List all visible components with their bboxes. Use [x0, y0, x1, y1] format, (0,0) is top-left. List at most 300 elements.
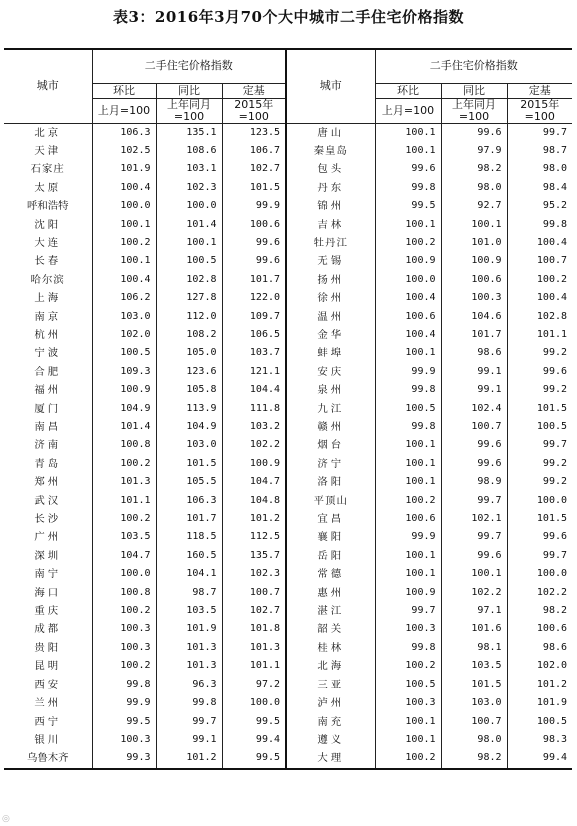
value-mom-left: 104.7	[92, 547, 156, 565]
city-header-right: 城市	[286, 49, 375, 123]
value-fixed-base-left: 99.5	[222, 713, 286, 731]
value-fixed-base-right: 99.7	[507, 436, 572, 454]
value-fixed-base-left: 122.0	[222, 289, 286, 307]
city-name-left: 兰州	[34, 697, 62, 710]
value-yoy-right: 101.7	[441, 326, 507, 344]
city-name-right: 平顶山	[286, 492, 375, 510]
table-row	[4, 308, 572, 326]
city-name-left: 南宁	[34, 568, 62, 581]
value-yoy-left: 104.9	[156, 418, 222, 436]
value-yoy-right: 98.1	[441, 639, 507, 657]
city-name-left: 杭州	[34, 328, 62, 341]
city-name-right: 襄阳	[286, 528, 375, 546]
city-name-left: 郑州	[34, 476, 62, 489]
city-name-right: 湛江	[286, 602, 375, 620]
city-name-right: 徐州	[286, 289, 375, 307]
table-row	[4, 418, 572, 436]
value-mom-left: 104.9	[92, 400, 156, 418]
value-fixed-base-right: 95.2	[507, 197, 572, 215]
city-name-right: 桂林	[286, 639, 375, 657]
city-name-left: 厦门	[34, 402, 62, 415]
value-yoy-left: 99.7	[156, 713, 222, 731]
value-mom-left: 100.3	[92, 731, 156, 749]
city-name-left: 广州	[34, 531, 62, 544]
value-mom-right: 100.1	[375, 344, 441, 362]
value-yoy-left: 123.6	[156, 363, 222, 381]
value-yoy-right: 100.6	[441, 271, 507, 289]
value-yoy-right: 102.4	[441, 400, 507, 418]
city-name-left: 福州	[34, 384, 62, 397]
city-name-right: 三亚	[286, 676, 375, 694]
city-name-left: 合肥	[34, 365, 62, 378]
value-mom-left: 101.9	[92, 160, 156, 178]
city-name-left: 沈阳	[34, 218, 62, 231]
city-name-left: 天津	[34, 144, 62, 157]
value-mom-left: 99.3	[92, 749, 156, 768]
table-row	[4, 602, 572, 620]
value-fixed-base-right: 99.8	[507, 216, 572, 234]
city-name-right: 宜昌	[286, 510, 375, 528]
value-yoy-right: 99.6	[441, 436, 507, 454]
table-row	[4, 528, 572, 546]
value-yoy-left: 103.5	[156, 602, 222, 620]
value-fixed-base-left: 102.7	[222, 602, 286, 620]
value-fixed-base-right: 99.6	[507, 528, 572, 546]
value-fixed-base-right: 99.6	[507, 363, 572, 381]
value-fixed-base-left: 135.7	[222, 547, 286, 565]
value-yoy-right: 103.0	[441, 694, 507, 712]
table-row	[4, 326, 572, 344]
city-name-right: 韶关	[286, 620, 375, 638]
city-name-left: 西宁	[34, 715, 62, 728]
value-mom-right: 100.6	[375, 308, 441, 326]
value-fixed-base-right: 100.2	[507, 271, 572, 289]
table-row	[4, 271, 572, 289]
value-mom-left: 100.0	[92, 565, 156, 583]
value-fixed-base-left: 106.5	[222, 326, 286, 344]
value-yoy-right: 101.6	[441, 620, 507, 638]
value-yoy-left: 135.1	[156, 123, 222, 142]
value-fixed-base-right: 99.2	[507, 455, 572, 473]
city-name-left: 昆明	[34, 660, 62, 673]
table-row	[4, 234, 572, 252]
col-fixed-base-header-left: 定基	[222, 83, 286, 98]
value-yoy-left: 104.1	[156, 565, 222, 583]
value-fixed-base-left: 102.2	[222, 436, 286, 454]
city-name-left: 长沙	[34, 513, 62, 526]
col-mom-header-right: 环比	[375, 83, 441, 98]
value-mom-left: 101.4	[92, 418, 156, 436]
value-fixed-base-left: 104.4	[222, 381, 286, 399]
value-yoy-right: 99.1	[441, 363, 507, 381]
value-yoy-left: 103.1	[156, 160, 222, 178]
value-fixed-base-left: 109.7	[222, 308, 286, 326]
value-fixed-base-right: 99.4	[507, 749, 572, 768]
value-mom-right: 100.1	[375, 713, 441, 731]
value-mom-left: 100.2	[92, 510, 156, 528]
value-yoy-left: 118.5	[156, 528, 222, 546]
value-yoy-left: 112.0	[156, 308, 222, 326]
base-yoy-right: 上年同月=100	[441, 98, 507, 123]
value-mom-left: 103.5	[92, 528, 156, 546]
index-group-header-left: 二手住宅价格指数	[92, 49, 286, 83]
value-yoy-left: 103.0	[156, 436, 222, 454]
base-mom-left: 上月=100	[92, 98, 156, 123]
value-fixed-base-right: 101.1	[507, 326, 572, 344]
value-mom-left: 100.4	[92, 179, 156, 197]
value-mom-right: 99.8	[375, 639, 441, 657]
value-fixed-base-left: 106.7	[222, 142, 286, 160]
value-fixed-base-left: 101.3	[222, 639, 286, 657]
value-mom-left: 101.1	[92, 492, 156, 510]
table-row	[4, 142, 572, 160]
table-row	[4, 547, 572, 565]
value-yoy-left: 101.9	[156, 620, 222, 638]
value-mom-right: 99.6	[375, 160, 441, 178]
value-fixed-base-right: 102.8	[507, 308, 572, 326]
city-name-left: 西安	[34, 678, 62, 691]
value-mom-right: 100.9	[375, 584, 441, 602]
value-mom-left: 100.1	[92, 216, 156, 234]
value-fixed-base-left: 104.7	[222, 473, 286, 491]
value-yoy-right: 98.9	[441, 473, 507, 491]
city-name-left: 哈尔滨	[30, 273, 65, 286]
value-yoy-left: 105.8	[156, 381, 222, 399]
value-mom-left: 109.3	[92, 363, 156, 381]
value-yoy-right: 99.6	[441, 123, 507, 142]
value-yoy-right: 92.7	[441, 197, 507, 215]
value-fixed-base-left: 101.7	[222, 271, 286, 289]
value-yoy-right: 102.1	[441, 510, 507, 528]
value-mom-right: 100.1	[375, 473, 441, 491]
value-fixed-base-left: 103.2	[222, 418, 286, 436]
housing-price-index-table	[4, 48, 572, 770]
city-name-right: 金华	[286, 326, 375, 344]
city-name-left: 呼和浩特	[26, 200, 69, 213]
value-yoy-left: 101.2	[156, 749, 222, 768]
city-name-right: 扬州	[286, 271, 375, 289]
value-fixed-base-left: 100.9	[222, 455, 286, 473]
value-fixed-base-left: 111.8	[222, 400, 286, 418]
city-name-right: 烟台	[286, 436, 375, 454]
table-row	[4, 455, 572, 473]
value-mom-right: 100.3	[375, 694, 441, 712]
city-name-right: 北海	[286, 657, 375, 675]
value-yoy-right: 98.0	[441, 179, 507, 197]
value-fixed-base-right: 100.5	[507, 418, 572, 436]
city-name-right: 惠州	[286, 584, 375, 602]
table-row	[4, 436, 572, 454]
city-name-left: 太原	[34, 181, 62, 194]
value-yoy-right: 100.9	[441, 252, 507, 270]
city-name-left: 武汉	[34, 494, 62, 507]
value-yoy-right: 99.6	[441, 547, 507, 565]
city-name-left: 乌鲁木齐	[4, 749, 92, 768]
value-yoy-left: 102.8	[156, 271, 222, 289]
value-mom-left: 100.8	[92, 436, 156, 454]
table-row	[4, 694, 572, 712]
value-fixed-base-left: 99.6	[222, 234, 286, 252]
city-name-left: 成都	[34, 623, 62, 636]
value-fixed-base-left: 102.7	[222, 160, 286, 178]
value-fixed-base-right: 98.2	[507, 602, 572, 620]
table-row	[4, 381, 572, 399]
value-mom-left: 99.9	[92, 694, 156, 712]
value-yoy-left: 102.3	[156, 179, 222, 197]
value-mom-right: 100.9	[375, 252, 441, 270]
city-name-right: 温州	[286, 308, 375, 326]
table-row	[4, 657, 572, 675]
value-fixed-base-right: 100.4	[507, 289, 572, 307]
value-mom-left: 103.0	[92, 308, 156, 326]
value-mom-right: 99.8	[375, 418, 441, 436]
value-yoy-right: 101.0	[441, 234, 507, 252]
value-fixed-base-right: 101.2	[507, 676, 572, 694]
value-mom-left: 100.4	[92, 271, 156, 289]
value-yoy-right: 99.6	[441, 455, 507, 473]
value-fixed-base-right: 98.0	[507, 160, 572, 178]
value-yoy-left: 105.5	[156, 473, 222, 491]
city-name-right: 大理	[286, 749, 375, 768]
value-fixed-base-right: 98.7	[507, 142, 572, 160]
value-yoy-left: 106.3	[156, 492, 222, 510]
value-mom-right: 100.4	[375, 326, 441, 344]
value-yoy-left: 100.1	[156, 234, 222, 252]
table-row	[4, 363, 572, 381]
value-fixed-base-left: 100.0	[222, 694, 286, 712]
value-yoy-right: 98.2	[441, 160, 507, 178]
value-fixed-base-left: 101.1	[222, 657, 286, 675]
value-mom-right: 100.1	[375, 142, 441, 160]
value-fixed-base-right: 100.6	[507, 620, 572, 638]
city-name-left: 北京	[34, 126, 62, 139]
value-yoy-left: 101.3	[156, 639, 222, 657]
table-row	[4, 731, 572, 749]
value-yoy-right: 97.9	[441, 142, 507, 160]
value-fixed-base-left: 99.6	[222, 252, 286, 270]
value-fixed-base-left: 100.6	[222, 216, 286, 234]
city-name-right: 济宁	[286, 455, 375, 473]
city-header-left: 城市	[4, 49, 92, 123]
city-name-left: 上海	[34, 292, 62, 305]
value-mom-right: 100.1	[375, 547, 441, 565]
city-name-left: 石家庄	[30, 163, 65, 176]
value-mom-right: 100.1	[375, 216, 441, 234]
table-row	[4, 639, 572, 657]
value-mom-left: 99.8	[92, 676, 156, 694]
value-mom-left: 99.5	[92, 713, 156, 731]
value-fixed-base-left: 103.7	[222, 344, 286, 362]
city-name-right: 吉林	[286, 216, 375, 234]
city-name-right: 遵义	[286, 731, 375, 749]
city-name-left: 重庆	[34, 605, 62, 618]
table-row	[4, 289, 572, 307]
value-yoy-left: 99.8	[156, 694, 222, 712]
value-mom-right: 100.1	[375, 731, 441, 749]
city-name-left: 银川	[34, 733, 62, 746]
value-yoy-right: 100.1	[441, 216, 507, 234]
table-row	[4, 620, 572, 638]
value-fixed-base-right: 99.2	[507, 344, 572, 362]
base-fixed-right: 2015年=100	[507, 98, 572, 123]
value-yoy-right: 98.0	[441, 731, 507, 749]
value-fixed-base-left: 99.9	[222, 197, 286, 215]
value-yoy-left: 101.7	[156, 510, 222, 528]
value-mom-left: 101.3	[92, 473, 156, 491]
value-fixed-base-right: 101.5	[507, 510, 572, 528]
value-mom-right: 100.1	[375, 455, 441, 473]
city-name-left: 济南	[34, 439, 62, 452]
value-yoy-right: 98.6	[441, 344, 507, 362]
table-row	[4, 160, 572, 178]
value-mom-left: 100.2	[92, 455, 156, 473]
table-row	[4, 216, 572, 234]
value-yoy-right: 100.7	[441, 713, 507, 731]
value-yoy-left: 98.7	[156, 584, 222, 602]
table-row	[4, 179, 572, 197]
value-mom-right: 100.5	[375, 400, 441, 418]
value-fixed-base-left: 97.2	[222, 676, 286, 694]
value-mom-left: 100.2	[92, 234, 156, 252]
value-fixed-base-left: 99.5	[222, 749, 286, 768]
city-name-right: 唐山	[286, 123, 375, 142]
table-row	[4, 197, 572, 215]
table-row	[4, 400, 572, 418]
value-fixed-base-right: 99.2	[507, 381, 572, 399]
value-mom-right: 100.4	[375, 289, 441, 307]
index-group-header-right: 二手住宅价格指数	[375, 49, 572, 83]
value-fixed-base-left: 101.5	[222, 179, 286, 197]
value-yoy-right: 99.7	[441, 528, 507, 546]
value-mom-right: 99.8	[375, 381, 441, 399]
value-mom-right: 100.2	[375, 234, 441, 252]
value-mom-left: 100.2	[92, 602, 156, 620]
table-row	[4, 565, 572, 583]
value-fixed-base-right: 101.9	[507, 694, 572, 712]
base-yoy-left: 上年同月=100	[156, 98, 222, 123]
value-mom-right: 100.5	[375, 676, 441, 694]
city-name-right: 丹东	[286, 179, 375, 197]
value-yoy-left: 108.2	[156, 326, 222, 344]
base-mom-right: 上月=100	[375, 98, 441, 123]
value-fixed-base-left: 100.7	[222, 584, 286, 602]
value-fixed-base-right: 100.0	[507, 565, 572, 583]
value-fixed-base-right: 98.6	[507, 639, 572, 657]
value-fixed-base-right: 98.3	[507, 731, 572, 749]
city-name-left: 深圳	[34, 549, 62, 562]
value-fixed-base-right: 100.4	[507, 234, 572, 252]
value-mom-right: 99.8	[375, 179, 441, 197]
value-mom-left: 102.5	[92, 142, 156, 160]
table-row	[4, 713, 572, 731]
city-name-right: 泸州	[286, 694, 375, 712]
table-row	[4, 252, 572, 270]
city-name-right: 洛阳	[286, 473, 375, 491]
value-mom-right: 100.0	[375, 271, 441, 289]
value-mom-right: 99.9	[375, 363, 441, 381]
value-mom-left: 106.3	[92, 123, 156, 142]
value-fixed-base-right: 98.4	[507, 179, 572, 197]
value-fixed-base-right: 100.7	[507, 252, 572, 270]
value-fixed-base-left: 101.2	[222, 510, 286, 528]
city-name-left: 青岛	[34, 457, 62, 470]
value-mom-left: 106.2	[92, 289, 156, 307]
table-row	[4, 510, 572, 528]
city-name-right: 九江	[286, 400, 375, 418]
city-name-right: 南充	[286, 713, 375, 731]
city-name-left: 南昌	[34, 421, 62, 433]
table-row	[4, 492, 572, 510]
city-name-right: 泉州	[286, 381, 375, 399]
value-yoy-right: 103.5	[441, 657, 507, 675]
value-yoy-right: 98.2	[441, 749, 507, 768]
value-yoy-left: 100.0	[156, 197, 222, 215]
value-yoy-right: 100.1	[441, 565, 507, 583]
value-mom-right: 100.1	[375, 123, 441, 142]
value-mom-left: 100.8	[92, 584, 156, 602]
city-name-left: 长春	[34, 255, 62, 268]
city-name-left: 大连	[34, 236, 62, 249]
city-name-right: 锦州	[286, 197, 375, 215]
value-mom-right: 100.2	[375, 492, 441, 510]
value-mom-right: 99.7	[375, 602, 441, 620]
value-mom-right: 100.2	[375, 749, 441, 768]
city-name-left: 贵阳	[34, 641, 62, 654]
value-fixed-base-right: 102.2	[507, 584, 572, 602]
value-yoy-right: 100.7	[441, 418, 507, 436]
city-name-right: 蚌埠	[286, 344, 375, 362]
value-fixed-base-left: 102.3	[222, 565, 286, 583]
city-name-right: 常德	[286, 565, 375, 583]
value-mom-left: 100.2	[92, 657, 156, 675]
value-yoy-left: 105.0	[156, 344, 222, 362]
value-yoy-right: 99.1	[441, 381, 507, 399]
value-mom-right: 99.9	[375, 528, 441, 546]
value-fixed-base-right: 100.0	[507, 492, 572, 510]
table-body	[4, 123, 572, 769]
table-row	[4, 584, 572, 602]
value-yoy-right: 97.1	[441, 602, 507, 620]
value-mom-right: 100.2	[375, 657, 441, 675]
city-name-left: 宁波	[34, 347, 62, 360]
city-name-right: 安庆	[286, 363, 375, 381]
value-yoy-right: 99.7	[441, 492, 507, 510]
value-yoy-left: 96.3	[156, 676, 222, 694]
value-fixed-base-right: 101.5	[507, 400, 572, 418]
value-fixed-base-left: 104.8	[222, 492, 286, 510]
value-mom-left: 100.9	[92, 381, 156, 399]
value-fixed-base-right: 99.2	[507, 473, 572, 491]
value-fixed-base-left: 121.1	[222, 363, 286, 381]
table-title: 表3：2016年3月70个大中城市二手住宅价格指数	[113, 8, 464, 26]
value-fixed-base-right: 99.7	[507, 123, 572, 142]
value-yoy-left: 99.1	[156, 731, 222, 749]
table-row	[4, 676, 572, 694]
value-yoy-left: 127.8	[156, 289, 222, 307]
value-yoy-left: 108.6	[156, 142, 222, 160]
value-mom-left: 100.3	[92, 620, 156, 638]
value-yoy-left: 113.9	[156, 400, 222, 418]
value-fixed-base-left: 99.4	[222, 731, 286, 749]
base-fixed-left: 2015年=100	[222, 98, 286, 123]
value-mom-right: 100.6	[375, 510, 441, 528]
city-name-right: 赣州	[286, 418, 375, 436]
col-mom-header-left: 环比	[92, 83, 156, 98]
city-name-left: 南京	[34, 310, 62, 323]
value-yoy-left: 101.5	[156, 455, 222, 473]
value-yoy-right: 100.3	[441, 289, 507, 307]
value-fixed-base-left: 123.5	[222, 123, 286, 142]
